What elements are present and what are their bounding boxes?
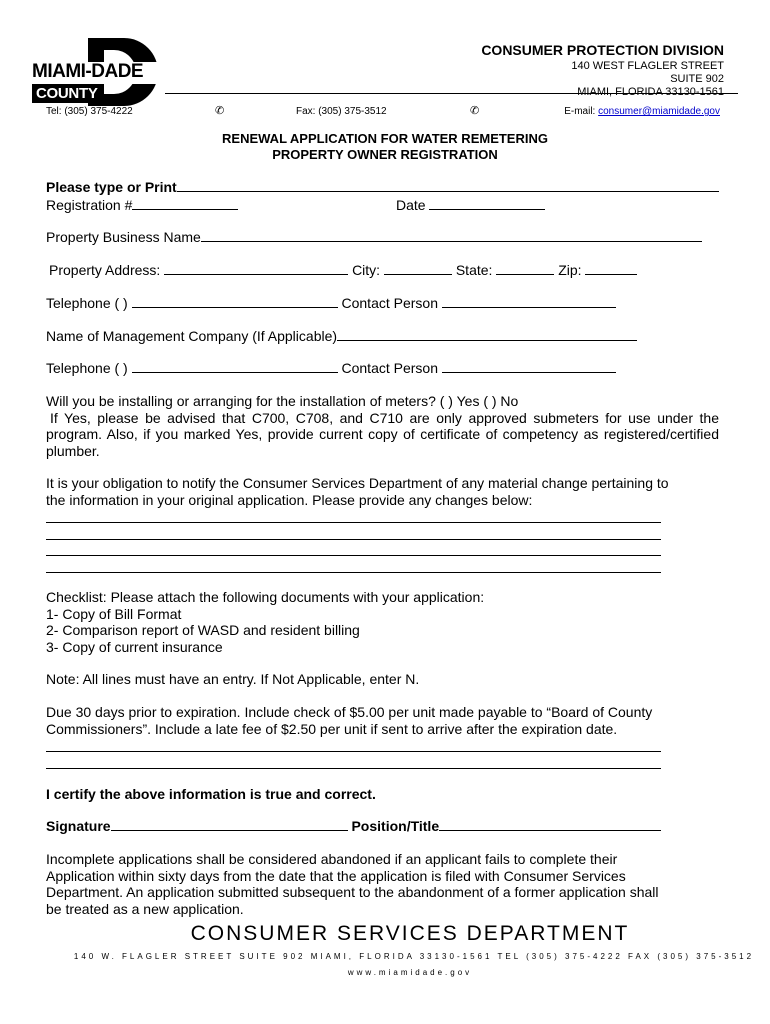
miami-dade-logo	[30, 38, 165, 108]
incomplete-line-3: Department. An application submitted subsequent to the abandonment of a former application shall	[46, 884, 659, 900]
contact-person-input[interactable]	[442, 295, 616, 308]
state-input[interactable]	[496, 262, 554, 275]
footer-website[interactable]: www.miamidade.gov	[347, 968, 473, 977]
header-email	[564, 106, 720, 117]
note-text: Note: All lines must have an entry. If Not Applicable, enter N.	[46, 671, 420, 687]
form-title: RENEWAL APPLICATION FOR WATER REMETERING	[222, 131, 548, 146]
signature-input[interactable]	[111, 818, 348, 831]
obligation-line-1: It is your obligation to notify the Consumer Services Department of any material change pertaining to	[46, 475, 669, 491]
changes-line-4[interactable]	[46, 572, 661, 573]
property-address-row: Property Address: City: State: Zip:	[49, 262, 637, 278]
changes-line-1[interactable]	[46, 522, 661, 523]
due-line-blank-2[interactable]	[46, 768, 661, 769]
checklist-item: 2- Comparison report of WASD and resident billing	[46, 622, 360, 638]
logo-text: MIAMI-DADE	[32, 61, 144, 82]
contact-person-input-2[interactable]	[442, 360, 616, 373]
address-street: 140 WEST FLAGLER STREET	[571, 60, 724, 72]
incomplete-line-1: Incomplete applications shall be considered abandoned if an applicant fails to complete their	[46, 851, 618, 867]
date-field: Date	[396, 197, 545, 213]
certify-text: I certify the above information is true and correct.	[46, 786, 376, 802]
management-row: Name of Management Company (If Applicable)	[46, 328, 637, 344]
email-label: E-mail:	[564, 106, 596, 117]
header-divider	[165, 93, 738, 94]
checklist	[46, 589, 719, 655]
address-suite: SUITE 902	[670, 73, 724, 85]
footer-address: 140 W. FLAGLER STREET SUITE 902 MIAMI, FLORIDA 33130-1561 TEL (305) 375-4222 FAX (305) 375-3512	[73, 952, 755, 961]
property-business-field: Property Business Name	[46, 229, 702, 245]
checklist-item: 1- Copy of Bill Format	[46, 605, 182, 622]
position-input[interactable]	[439, 818, 661, 831]
incomplete-line-2: Application within sixty days from the date that the application is filed with Consumer Services	[46, 867, 626, 884]
footer-department: CONSUMER SERVICES DEPARTMENT	[190, 922, 630, 945]
due-line-1: Due 30 days prior to expiration. Include check of $5.00 per unit made payable to “Board of County	[46, 704, 653, 720]
city-input[interactable]	[384, 262, 452, 275]
please-type-line[interactable]	[177, 179, 719, 192]
checklist-heading: Checklist: Please attach the following documents with your application:	[46, 589, 485, 605]
email-link[interactable]: consumer@miamidade.gov	[598, 106, 720, 117]
header-fax: Fax: (305) 375-3512	[296, 106, 387, 117]
phone-icon: ✆	[215, 105, 225, 117]
due-line-blank-1[interactable]	[46, 751, 661, 752]
property-business-input[interactable]	[201, 229, 702, 242]
address-city: MIAMI, FLORIDA 33130-1561	[577, 86, 724, 98]
signature-row: Signature Position/Title	[46, 818, 661, 834]
division-title: CONSUMER PROTECTION DIVISION	[481, 42, 724, 58]
telephone-row: Telephone ( ) Contact Person	[46, 295, 616, 311]
form-subtitle: PROPERTY OWNER REGISTRATION	[272, 147, 498, 162]
meters-line-3: plumber.	[46, 442, 100, 459]
incomplete-line-4: be treated as a new application.	[46, 900, 244, 917]
registration-input[interactable]	[132, 197, 238, 210]
registration-field: Registration #	[46, 197, 238, 213]
header-tel: Tel: (305) 375-4222	[46, 106, 133, 117]
checklist-item: 3- Copy of current insurance	[46, 638, 223, 655]
date-input[interactable]	[429, 197, 545, 210]
fax-icon: ✆	[470, 105, 480, 117]
obligation-line-2: the information in your original application. Please provide any changes below:	[46, 491, 533, 508]
property-address-input[interactable]	[164, 262, 348, 275]
changes-line-3[interactable]	[46, 555, 661, 556]
meters-question: Will you be installing or arranging for the installation of meters? ( ) Yes ( ) No	[46, 393, 519, 409]
please-type-label: Please type or Print	[46, 179, 719, 195]
telephone-input[interactable]	[132, 295, 338, 308]
obligation-paragraph	[46, 475, 719, 508]
telephone-input-2[interactable]	[132, 360, 338, 373]
telephone-row-2: Telephone ( ) Contact Person	[46, 360, 616, 376]
management-input[interactable]	[337, 328, 637, 341]
meters-paragraph	[46, 393, 719, 459]
due-line-2: Commissioners”. Include a late fee of $2.50 per unit if sent to arrive after the expiration date.	[46, 720, 618, 737]
incomplete-paragraph	[46, 851, 719, 917]
meters-line-1: If Yes, please be advised that C700, C708, and C710 are only approved submeters for use under the	[50, 409, 719, 426]
changes-line-2[interactable]	[46, 539, 661, 540]
zip-input[interactable]	[585, 262, 637, 275]
logo-county: COUNTY	[32, 84, 102, 103]
due-paragraph	[46, 704, 719, 737]
meters-line-2: program. Also, if you marked Yes, provide current copy of certificate of competency as registered/certified	[46, 426, 719, 442]
